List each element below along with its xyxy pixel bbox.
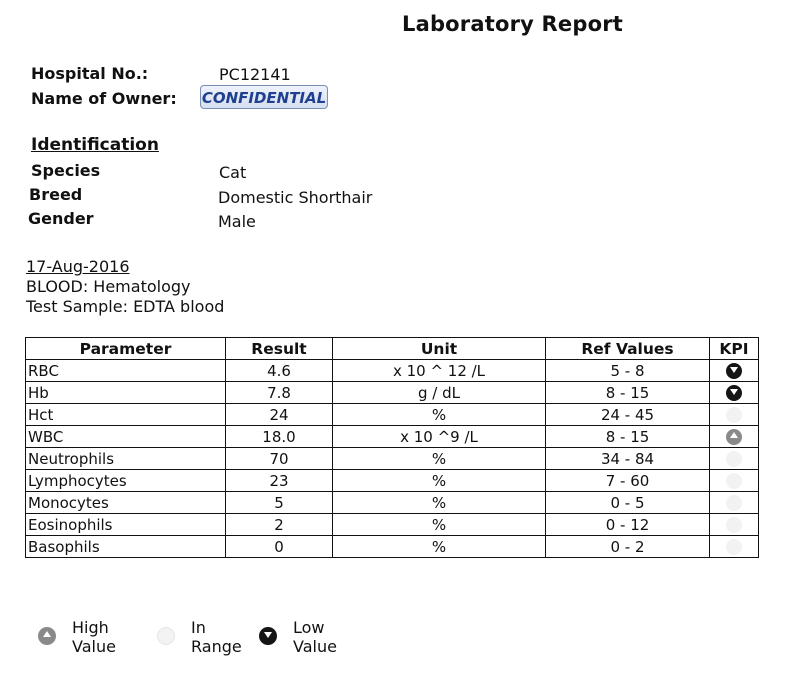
cell-kpi [710,470,759,492]
cell-ref-values: 7 - 60 [546,470,710,492]
legend-low-line2: Value [293,637,337,656]
in-range-circle-icon [726,495,742,511]
table-row [26,382,759,404]
species-value: Cat [219,163,247,182]
legend-high-line2: Value [72,637,116,656]
owner-label: Name of Owner: [31,89,177,108]
table-row [26,492,759,514]
cell-result: 2 [226,514,333,536]
cell-result: 7.8 [226,382,333,404]
cell-ref-values: 24 - 45 [546,404,710,426]
report-title: Laboratory Report [402,12,624,36]
header-parameter: Parameter [26,338,226,360]
table-row [26,426,759,448]
table-row [26,536,759,558]
arrow-down-circle-icon [726,385,742,401]
table-header-row [26,338,759,360]
cell-ref-values: 0 - 2 [546,536,710,558]
cell-kpi [710,426,759,448]
cell-parameter: WBC [26,426,226,448]
cell-result: 0 [226,536,333,558]
cell-kpi [710,536,759,558]
arrow-down-circle-icon [259,627,277,645]
cell-unit: % [333,492,546,514]
cell-kpi [710,492,759,514]
confidential-badge: CONFIDENTIAL [200,85,328,109]
cell-parameter: Basophils [26,536,226,558]
header-ref-values: Ref Values [546,338,710,360]
cell-kpi [710,404,759,426]
cell-ref-values: 8 - 15 [546,426,710,448]
cell-unit: x 10 ^ 12 /L [333,360,546,382]
cell-result: 24 [226,404,333,426]
results-table [25,337,759,558]
cell-result: 5 [226,492,333,514]
breed-label: Breed [29,185,83,204]
legend-high-line1: High [72,618,109,637]
header-result: Result [226,338,333,360]
test-panel: BLOOD: Hematology [26,277,191,296]
header-kpi: KPI [710,338,759,360]
cell-result: 23 [226,470,333,492]
cell-unit: % [333,514,546,536]
arrow-up-circle-icon [38,627,56,645]
table-row [26,470,759,492]
table-body [26,360,759,558]
legend-range-line1: In [191,618,206,637]
arrow-up-circle-icon [726,429,742,445]
header-unit: Unit [333,338,546,360]
test-date: 17-Aug-2016 [26,257,130,276]
in-range-circle-icon [726,451,742,467]
cell-ref-values: 5 - 8 [546,360,710,382]
gender-label: Gender [28,209,94,228]
legend-range-line2: Range [191,637,242,656]
cell-parameter: Monocytes [26,492,226,514]
breed-value: Domestic Shorthair [218,188,373,207]
legend-low-line1: Low [293,618,325,637]
gender-value: Male [218,212,256,231]
table-row [26,514,759,536]
table-row [26,448,759,470]
in-range-circle-icon [726,473,742,489]
cell-ref-values: 0 - 5 [546,492,710,514]
cell-unit: % [333,470,546,492]
cell-parameter: RBC [26,360,226,382]
in-range-circle-icon [726,517,742,533]
cell-ref-values: 0 - 12 [546,514,710,536]
identification-heading: Identification [31,135,159,155]
cell-kpi [710,514,759,536]
cell-kpi [710,448,759,470]
table-row [26,404,759,426]
cell-parameter: Eosinophils [26,514,226,536]
in-range-circle-icon [726,539,742,555]
cell-parameter: Hb [26,382,226,404]
cell-result: 70 [226,448,333,470]
cell-result: 18.0 [226,426,333,448]
cell-unit: g / dL [333,382,546,404]
cell-result: 4.6 [226,360,333,382]
cell-parameter: Hct [26,404,226,426]
cell-ref-values: 34 - 84 [546,448,710,470]
cell-ref-values: 8 - 15 [546,382,710,404]
cell-parameter: Neutrophils [26,448,226,470]
cell-unit: % [333,448,546,470]
species-label: Species [31,161,101,180]
cell-unit: x 10 ^9 /L [333,426,546,448]
hospital-number-label: Hospital No.: [31,64,149,83]
hospital-number-value: PC12141 [219,65,291,84]
cell-parameter: Lymphocytes [26,470,226,492]
cell-unit: % [333,404,546,426]
table-row [26,360,759,382]
arrow-down-circle-icon [726,363,742,379]
test-sample: Test Sample: EDTA blood [26,297,225,316]
cell-kpi [710,382,759,404]
in-range-circle-icon [726,407,742,423]
cell-kpi [710,360,759,382]
cell-unit: % [333,536,546,558]
in-range-circle-icon [157,627,175,645]
